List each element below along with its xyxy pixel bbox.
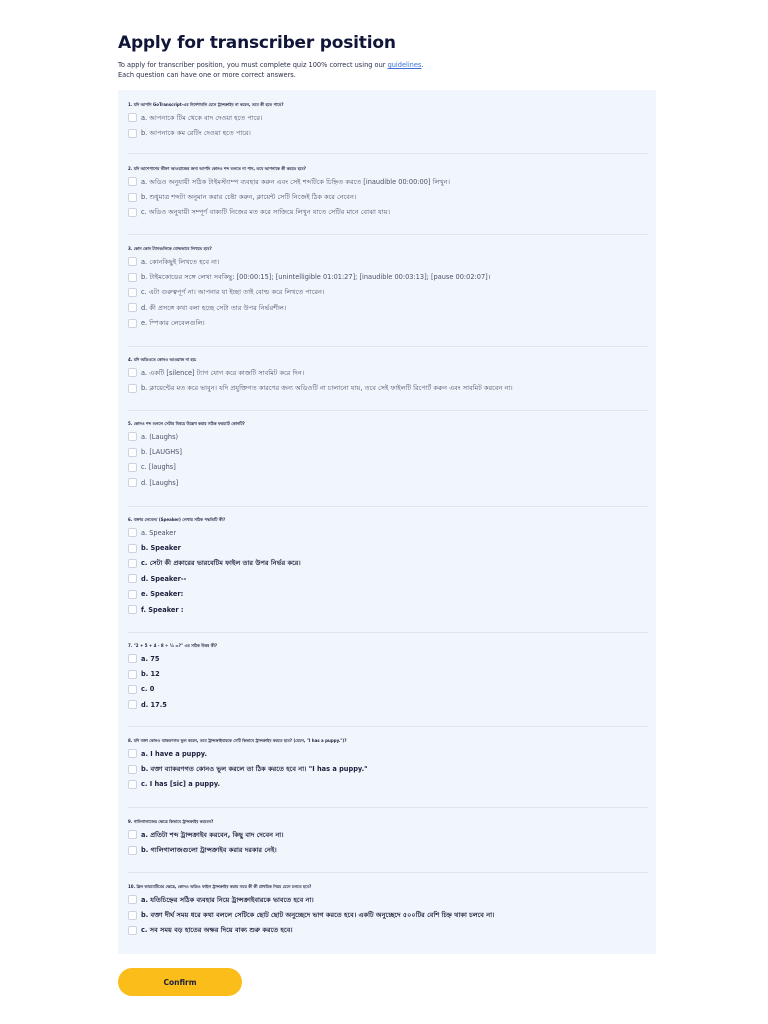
question-title: 2. যদি আশেপাশের ভীষণ আওয়াজের জন্য আপনি কোনও শব্দ শুনতে না পান, তবে আপনাকে কী করতে হবে? [128,166,306,171]
answer-option-label: c. সব সময় বড় হাতের অক্ষর দিয়ে বাক্য শুরু করতে হবে। [141,926,293,935]
answer-option[interactable] [128,475,648,490]
answer-option-label: c. 0 [141,685,155,694]
answer-checkbox[interactable] [128,432,137,441]
answer-option-label: b. Speaker [141,544,181,553]
question-title: 1. যদি আপনি GoTranscript-এর নির্দেশাবলি মেনে ট্রান্সক্রাইব না করেন, তবে কী হতে পারে? [128,102,284,107]
answer-option-label: b. শুধুমাত্র শব্দটা অনুমান করার চেষ্টা করুন, ক্লায়েন্ট সেটি নিজেই ঠিক করে নেবেন। [141,193,357,202]
intro-line1-suffix: . [421,61,424,69]
question-divider [128,410,648,411]
answer-option-label: a. 75 [141,654,160,663]
answer-checkbox[interactable] [128,319,137,328]
answer-option-label: c. [laughs] [141,463,176,472]
question-divider [128,807,648,808]
answer-checkbox[interactable] [128,670,137,679]
question-title: 6. বক্তার লেবেল/ (Speaker) লেখার সঠিক পদ্ধতিটি কী? [128,517,226,522]
answer-checkbox[interactable] [128,749,137,758]
confirm-button[interactable]: Confirm [118,968,242,996]
answer-option[interactable] [128,571,648,586]
answer-option[interactable] [128,540,648,555]
answer-option-label: a. I have a puppy. [141,749,208,758]
answer-checkbox[interactable] [128,463,137,472]
answer-checkbox[interactable] [128,193,137,202]
question-divider [128,726,648,727]
answer-option[interactable] [128,525,648,540]
answer-option-label: a. অডিও অনুযায়ী সঠিক টাইমস্ট্যাম্প ব্যবহার করুন এবং সেই শব্দটিকে চিহ্নিত করতে [inaudible 00:00:00] লিখুন। [141,177,450,186]
answer-option[interactable] [128,761,648,776]
question-6 [128,514,648,617]
answer-checkbox[interactable] [128,926,137,935]
answer-checkbox[interactable] [128,113,137,122]
answer-option[interactable] [128,556,648,571]
question-title: 9. গালিগালাজের ক্ষেত্রে কিভাবে ট্রান্সক্রাইব করবেন? [128,819,214,824]
answer-option[interactable] [128,189,648,204]
answer-checkbox[interactable] [128,368,137,377]
answer-option-label: d. [Laughs] [141,478,179,487]
answer-option[interactable] [128,892,648,907]
answer-option-label: c. অডিও অনুযায়ী সম্পূর্ণ বাক্যটি নিজের মত করে সাজিয়ে লিখুন যাতে সেটির মানে বোঝা যায়। [141,208,390,217]
question-title: 4. যদি অডিওতে কোনও আওয়াজ না হয়: [128,357,197,362]
answer-option-label: a. আপনাকে টিম থেকে বাদ দেওয়া হতে পারে। [141,113,263,122]
answer-checkbox[interactable] [128,654,137,663]
intro-text [118,60,423,80]
answer-option[interactable] [128,907,648,922]
question-title: 7. "2 + 5 + 4 - 8 ÷ ½ =?" এর সঠিক উত্তর কী? [128,643,218,648]
answer-checkbox[interactable] [128,685,137,694]
answer-option-label: a. প্রতিটা শব্দ ট্রান্সক্রাইব করবেন, কিছু বাদ দেবেন না। [141,830,284,839]
answer-checkbox[interactable] [128,765,137,774]
page-title: Apply for transcriber position [118,33,396,53]
answer-option[interactable] [128,365,648,380]
answer-checkbox[interactable] [128,129,137,138]
answer-option[interactable] [128,269,648,284]
answer-option[interactable] [128,587,648,602]
quiz-panel [118,90,656,954]
answer-checkbox[interactable] [128,303,137,312]
intro-line2: Each question can have one or more correct answers. [118,71,296,79]
question-divider [128,346,648,347]
answer-option[interactable] [128,460,648,475]
question-5 [128,418,648,491]
answer-option[interactable] [128,254,648,269]
answer-checkbox[interactable] [128,780,137,789]
answer-checkbox[interactable] [128,605,137,614]
answer-option-label: a. কোনকিছুই লিখতে হবে না। [141,257,220,266]
answer-checkbox[interactable] [128,208,137,217]
answer-option[interactable] [128,666,648,681]
answer-option-label: d. 17.5 [141,700,167,709]
answer-option-label: b. ক্লায়েন্টের মত করে ভাবুন। যদি প্রযুক্তিগত কারণের জন্য অডিওটি না চালানো যায়, তবে সেই ফাইলটি রিপোর্ট করুন এবং সাবমিট করবেন না। [141,384,513,393]
answer-option-label: b. 12 [141,670,160,679]
question-10 [128,881,648,938]
question-1 [128,99,648,141]
question-divider [128,506,648,507]
question-8 [128,735,648,792]
answer-checkbox[interactable] [128,559,137,568]
answer-checkbox[interactable] [128,448,137,457]
question-3 [128,243,648,331]
answer-option-label: b. গালিগালাজগুলো ট্রান্সক্রাইব করার দরকার নেই। [141,846,277,855]
answer-option-label: d. Speaker-- [141,574,187,583]
answer-checkbox[interactable] [128,288,137,297]
answer-checkbox[interactable] [128,830,137,839]
answer-checkbox[interactable] [128,895,137,904]
answer-checkbox[interactable] [128,846,137,855]
answer-option-label: c. এটা গুরুত্বপূর্ণ না। আপনার যা ইচ্ছা তাই বোল্ড করে লিখতে পারেন। [141,288,325,297]
answer-option-label: a. Speaker [141,528,177,537]
question-9 [128,816,648,858]
answer-option[interactable] [128,429,648,444]
answer-option[interactable] [128,205,648,220]
question-divider [128,632,648,633]
answer-checkbox[interactable] [128,590,137,599]
answer-option[interactable] [128,285,648,300]
answer-checkbox[interactable] [128,544,137,553]
question-title: 3. কোন কোন ট্যাগগুলিকে বোল্ডভাবে লিখতে হবে? [128,246,212,251]
answer-option-label: b. টাইমকোডের সঙ্গে লেখা সবকিছু: [00:00:15]; [unintelligible 01:01:27]; [inaudible 00:03:13]; [pause 00:02:07]। [141,273,491,282]
answer-option[interactable] [128,602,648,617]
answer-checkbox[interactable] [128,478,137,487]
answer-option-label: b. [LAUGHS] [141,448,182,457]
answer-option[interactable] [128,682,648,697]
answer-option[interactable] [128,923,648,938]
question-divider [128,872,648,873]
question-title: 10. ক্লিন ভারবেটিমের ক্ষেত্রে, কোনও অডিও ফাইল ট্রান্সক্রাইব করার সময় কী কী প্রাথমিক নিয়ম মেনে চলতে হবে? [128,884,312,889]
answer-option[interactable] [128,697,648,712]
question-7 [128,640,648,713]
question-divider [128,234,648,235]
answer-option-label: b. আপনাকে কম রেটিং দেওয়া হতে পারে। [141,129,251,138]
answer-option-label: a. একটি [silence] ট্যাগ যোগ করে কাজটি সাবমিট করে দিন। [141,368,305,377]
answer-option[interactable] [128,110,648,125]
intro-line1-prefix: To apply for transcriber position, you must complete quiz 100% correct using our [118,61,388,69]
answer-option[interactable] [128,380,648,395]
question-divider [128,153,648,154]
answer-option-label: f. Speaker : [141,605,184,614]
answer-option-label: d. কী প্রসঙ্গে কথা বলা হচ্ছে সেটা তার উপর নির্ভরশীল। [141,303,287,312]
question-2 [128,163,648,220]
guidelines-link[interactable]: guidelines [387,61,422,69]
answer-option-label: a. যতিচিহ্নের সঠিক ব্যবহার নিয়ে ট্রান্সক্রাইবারকে ভাবতে হবে না। [141,895,314,904]
answer-option[interactable] [128,316,648,331]
answer-checkbox[interactable] [128,384,137,393]
answer-option[interactable] [128,827,648,842]
answer-option[interactable] [128,125,648,140]
answer-checkbox[interactable] [128,273,137,282]
answer-option-label: b. বক্তা ব্যাকরণগত কোনও ভুল করলে তা ঠিক করতে হবে না। "I has a puppy." [141,765,368,774]
answer-option[interactable] [128,174,648,189]
answer-checkbox[interactable] [128,528,137,537]
question-title: 5. কোনও শব্দ শুনলে সেটার বিষয়ে উল্লেখ করার সঠিক ফরম্যাট কোনটি? [128,421,245,426]
answer-option-label: e. Speaker: [141,590,184,599]
answer-option-label: e. স্পিকার লেবেলগুলি। [141,319,205,328]
answer-option[interactable] [128,746,648,761]
answer-option-label: b. বক্তা দীর্ঘ সময় ধরে কথা বললে সেটিকে ছোট ছোট অনুচ্ছেদে ভাগ করতে হবে। একটি অনুচ্ছেদে ৫০০টির বেশি চিহ্ন থাকা চলবে না। [141,911,495,920]
answer-checkbox[interactable] [128,257,137,266]
answer-checkbox[interactable] [128,911,137,920]
answer-checkbox[interactable] [128,574,137,583]
question-4 [128,354,648,396]
answer-option[interactable] [128,842,648,857]
answer-option[interactable] [128,651,648,666]
answer-checkbox[interactable] [128,700,137,709]
answer-option[interactable] [128,300,648,315]
answer-option-label: a. (Laughs) [141,432,179,441]
answer-checkbox[interactable] [128,177,137,186]
answer-option[interactable] [128,444,648,459]
answer-option[interactable] [128,777,648,792]
answer-option-label: c. সেটা কী প্রকারের ভারবেটিম ফাইল তার উপর নির্ভর করে। [141,559,301,568]
question-title: 8. যদি বক্তা কোনও ব্যাকরণগত ভুল করেন, তবে ট্রান্সক্রাইবারকে সেটি কিভাবে ট্রান্সক্রাইব করতে হবে? (যেমন, "I has a puppy.")? [128,738,347,743]
answer-option-label: c. I has [sic] a puppy. [141,780,221,789]
